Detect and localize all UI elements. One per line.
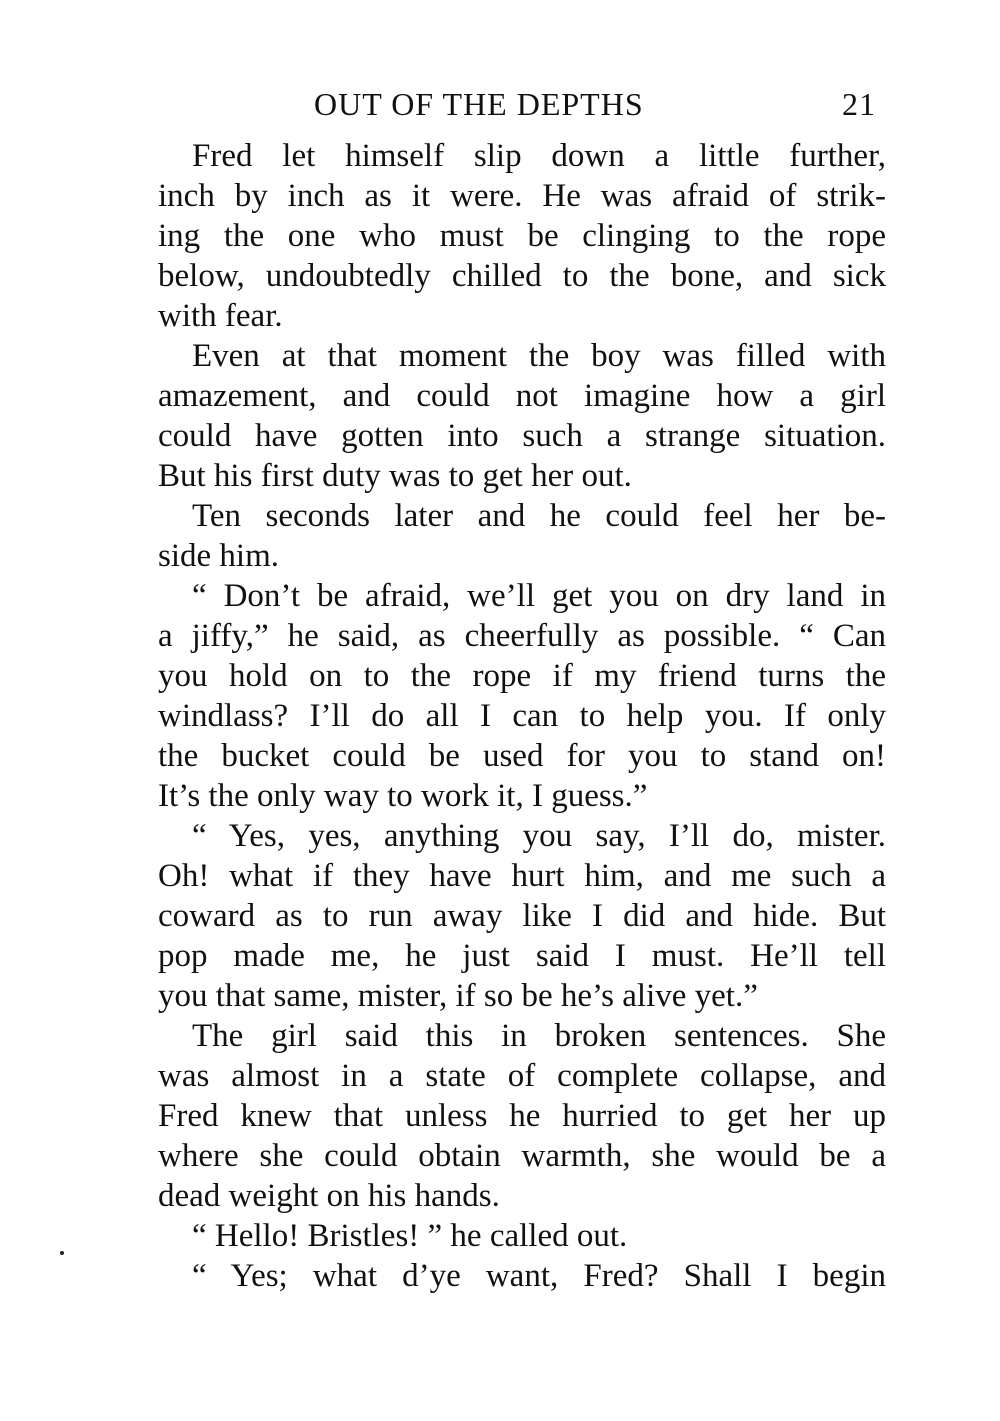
text-line: “ Yes; what d’ye want, Fred? Shall I begin [192,1258,886,1294]
text-line: Ten seconds later and he could feel her be- [192,498,886,534]
text-line: with fear. [158,298,283,334]
text-line: where she could obtain warmth, she would be a [158,1138,886,1174]
ink-speck [60,1251,64,1255]
text-line: pop made me, he just said I must. He’ll tell [158,938,886,974]
body-text [158,136,886,1296]
text-line: the bucket could be used for you to stand on! [158,738,886,774]
text-line: Even at that moment the boy was filled with [192,338,886,374]
text-line: The girl said this in broken sentences. She [192,1018,886,1054]
page-header [158,82,886,136]
text-line: inch by inch as it were. He was afraid of strik- [158,178,886,214]
text-line: windlass? I’ll do all I can to help you. If only [158,698,886,734]
text-line: you that same, mister, if so be he’s alive yet.” [158,978,758,1014]
text-line: It’s the only way to work it, I guess.” [158,778,648,814]
text-line: side him. [158,538,279,574]
text-line: was almost in a state of complete collapse, and [158,1058,886,1094]
running-head: OUT OF THE DEPTHS [314,86,644,122]
text-line: below, undoubtedly chilled to the bone, and sick [158,258,886,294]
text-line: a jiffy,” he said, as cheerfully as possible. “ Can [158,618,886,654]
text-line: dead weight on his hands. [158,1178,500,1214]
book-page [158,82,886,1382]
text-line: But his first duty was to get her out. [158,458,632,494]
text-line: ing the one who must be clinging to the rope [158,218,886,254]
text-line: you hold on to the rope if my friend turns the [158,658,886,694]
text-line: “ Yes, yes, anything you say, I’ll do, mister. [192,818,886,854]
text-line: Fred let himself slip down a little further, [192,138,886,174]
text-line: “ Don’t be afraid, we’ll get you on dry land in [192,578,886,614]
page-number: 21 [842,86,876,122]
text-line: coward as to run away like I did and hide. But [158,898,886,934]
text-line: could have gotten into such a strange situation. [158,418,886,454]
text-line: “ Hello! Bristles! ” he called out. [192,1218,628,1254]
text-line: Oh! what if they have hurt him, and me such a [158,858,886,894]
text-line: Fred knew that unless he hurried to get her up [158,1098,886,1134]
text-line: amazement, and could not imagine how a girl [158,378,886,414]
